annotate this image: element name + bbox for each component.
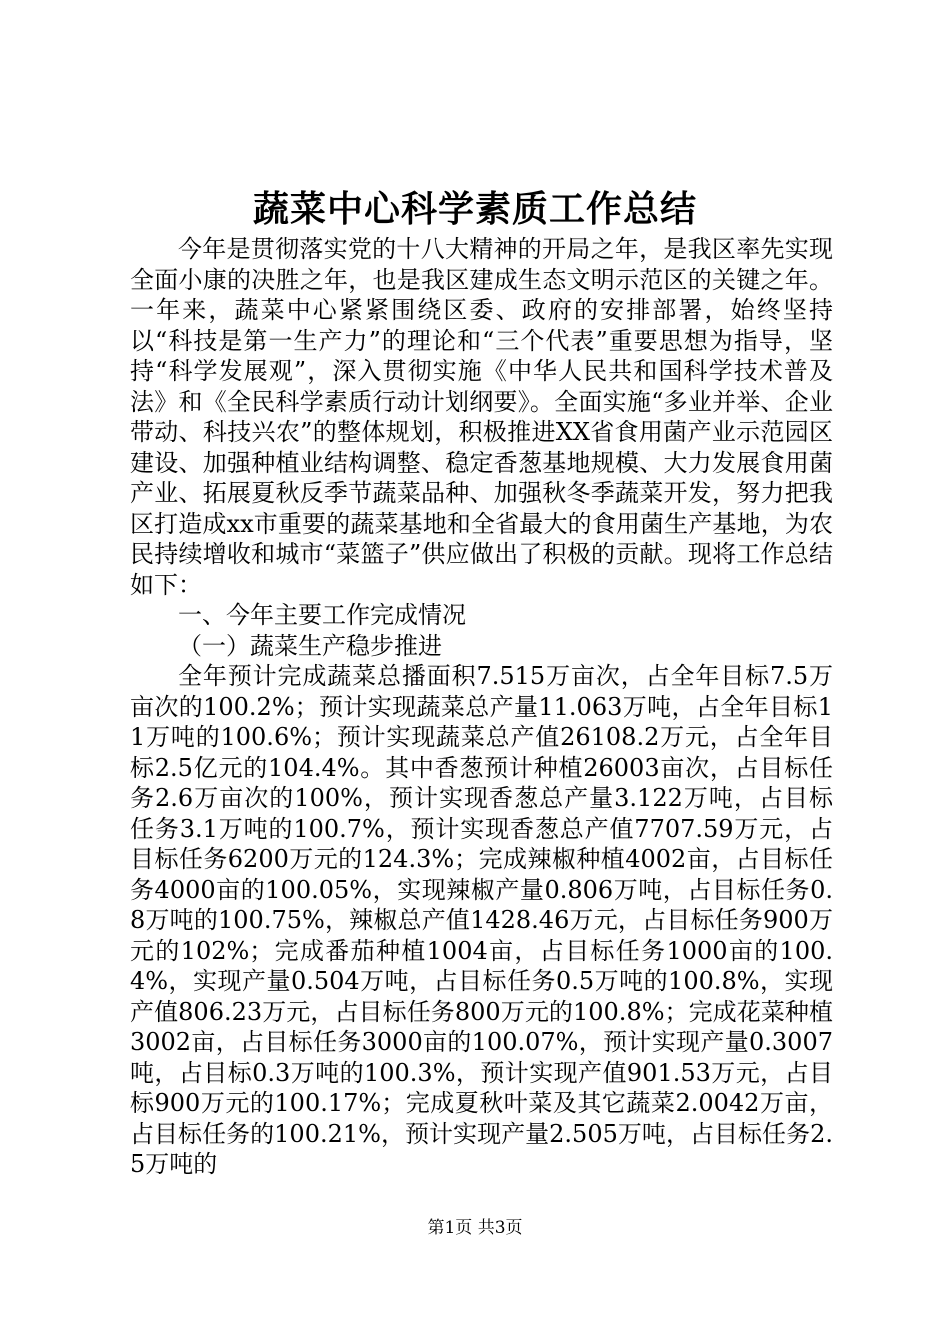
- document-title: 蔬菜中心科学素质工作总结: [252, 188, 697, 230]
- document-body: [130, 234, 833, 1180]
- subsection-heading: （一）蔬菜生产稳步推进: [178, 631, 442, 660]
- section-heading: 一、今年主要工作完成情况: [178, 601, 466, 629]
- intro-paragraph: 今年是贯彻落实党的十八大精神的开局之年，是我区率先实现全面小康的决胜之年，也是我区建成生态文明示范区的关键之年。一年来，蔬菜中心紧紧围绕区委、政府的安排部署，始终坚持以“科技是第一生产力”的理论和“三个代表”重要思想为指导，坚持“科学发展观”，深入贯彻实施《中华人民共和国科学技术普及法》和《全民科学素质行动计划纲要》。全面实施“多业并举、企业带动、科技兴农”的整体规划，积极推进XX省食用菌产业示范园区建设、加强种植业结构调整、稳定香葱基地规模、大力发展食用菌产业、拓展夏秋反季节蔬菜品种、加强秋冬季蔬菜开发，努力把我区打造成xx市重要的蔬菜基地和全省最大的食用菌生产基地，为农民持续增收和城市“菜篮子”供应做出了积极的贡献。现将工作总结如下：: [130, 235, 833, 599]
- production-paragraph: 全年预计完成蔬菜总播面积7.515万亩次，占全年目标7.5万亩次的100.2%；预计实现蔬菜总产量11.063万吨，占全年目标11万吨的100.6%；预计实现蔬菜总产值26108.2万元，占全年目标2.5亿元的104.4%。其中香葱预计种植26003亩次，占目标任务2.6万亩次的100%，预计实现香葱总产量3.122万吨，占目标任务3.1万吨的100.7%，预计实现香葱总产值7707.59万元，占目标任务6200万元的124.3%；完成辣椒种植4002亩，占目标任务4000亩的100.05%，实现辣椒产量0.806万吨，占目标任务0.8万吨的100.75%，辣椒总产值1428.46万元，占目标任务900万元的102%；完成番茄种植1004亩，占目标任务1000亩的100.4%，实现产量0.504万吨，占目标任务0.5万吨的100.8%，实现产值806.23万元，占目标任务800万元的100.8%；完成花菜种植3002亩，占目标任务3000亩的100.07%，预计实现产量0.3007吨，占目标0.3万吨的100.3%，预计实现产值901.53万元，占目标900万元的100.17%；完成夏秋叶菜及其它蔬菜2.0042万亩，占目标任务的100.21%，预计实现产量2.505万吨，占目标任务2.5万吨的: [130, 662, 833, 1178]
- page-footer: 第1页 共3页: [427, 1218, 523, 1238]
